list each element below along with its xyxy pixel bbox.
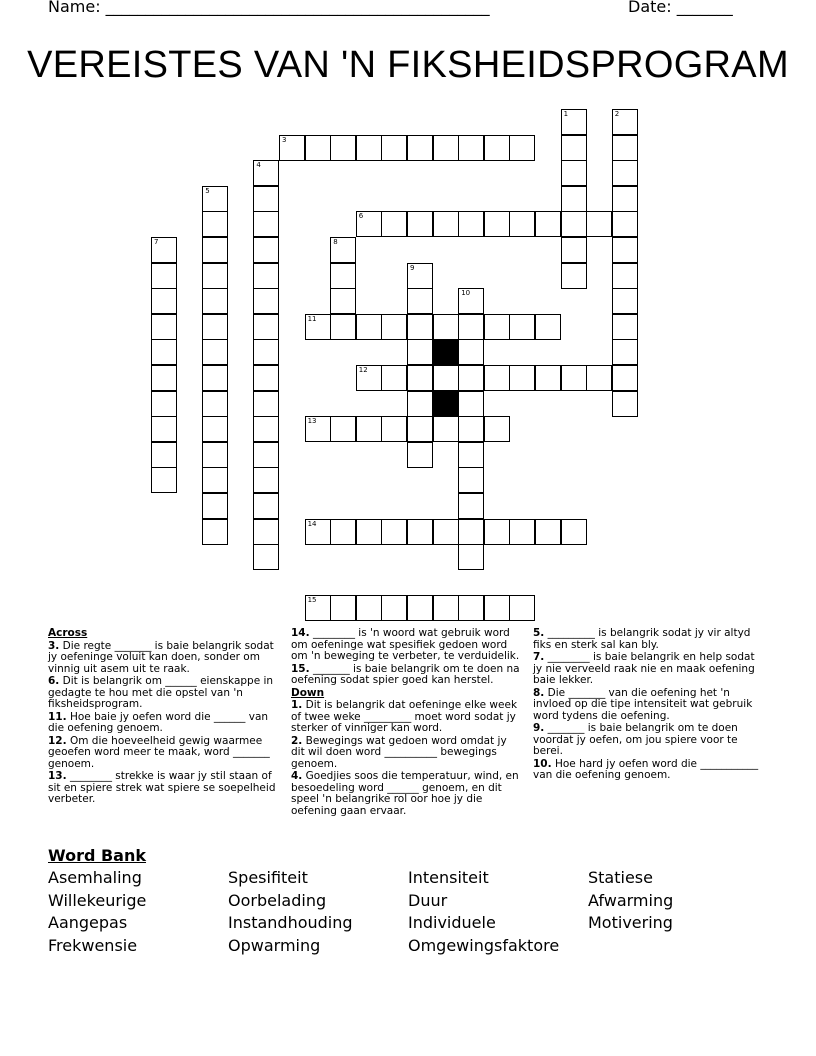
crossword-cell[interactable] [356,595,382,621]
crossword-cell[interactable] [253,160,279,186]
word-bank-title: Word Bank [48,846,147,865]
word-bank-item: Willekeurige [48,890,147,910]
crossword-cell[interactable] [612,109,638,135]
clue-across-13: 13. ________ strekke is waar jy stil staan of sit en spiere strek wat spiere se soepelheid verbeter. [48,770,276,805]
crossword-cell[interactable] [151,442,177,468]
crossword-cell[interactable] [458,211,484,237]
crossword-cell[interactable] [253,211,279,237]
clue-across-14: 14. ________ is 'n woord wat gebruik word om oefeninge wat spesifiek gedoen word om 'n beweging te verbeter, te verduidelik. [291,627,520,662]
crossword-cell[interactable] [612,288,638,314]
crossword-cell[interactable] [407,288,433,314]
clues-column-1 [48,628,280,807]
word-bank-item: Instandhouding [228,913,353,933]
crossword-cell[interactable] [561,109,587,135]
crossword-cell[interactable] [407,314,433,340]
crossword-cell[interactable] [381,314,407,340]
clue-number: 1 [563,110,569,118]
clue-down-7: 7. ________ is baie belangrik en help sodat jy nie verveeld raak nie en maak oefening baie lekker. [533,651,755,686]
word-bank-item: Motivering [588,913,673,933]
crossword-cell[interactable] [561,365,587,391]
clue-across-11: 11. Hoe baie jy oefen word die ______ van die oefening genoem. [48,710,269,734]
crossword-cell[interactable] [458,519,484,545]
crossword-cell[interactable] [407,519,433,545]
crossword-cell[interactable] [202,365,228,391]
crossword-cell[interactable] [356,519,382,545]
crossword-cell[interactable] [458,493,484,519]
crossword-cell[interactable] [305,416,331,442]
crossword-cell[interactable] [279,135,305,161]
crossword-cell[interactable] [202,519,228,545]
crossword-cell[interactable] [330,519,356,545]
crossword-cell[interactable] [458,416,484,442]
word-bank-item: Oorbelading [228,890,327,910]
crossword-cell[interactable] [330,416,356,442]
clue-down-4: 4. Goedjies soos die temperatuur, wind, en besoedeling word ______ genoem, en dit speel 'n belangrike rol oor hoe jy die oefening gaan ervaar. [291,770,519,817]
word-bank-item: Frekwensie [48,936,138,956]
clue-number: 5 [205,186,210,195]
crossword-cell[interactable] [535,314,561,340]
crossword-cell[interactable] [407,135,433,161]
crossword-cell[interactable] [458,365,484,391]
crossword-cell[interactable] [484,519,510,545]
crossword-cell[interactable] [381,595,407,621]
crossword-cell[interactable] [253,314,279,340]
crossword-cell[interactable] [253,416,279,442]
crossword-cell[interactable] [561,211,587,237]
crossword-cell[interactable] [202,416,228,442]
crossword-cell[interactable] [381,211,407,237]
crossword-cell[interactable] [202,339,228,365]
crossword-cell[interactable] [509,211,535,237]
crossword-cell[interactable] [330,135,356,161]
crossword-cell[interactable] [202,442,228,468]
clue-across-6: 6. Dit is belangrik om ______ eienskappe in gedagte te hou met die opstel van 'n fiksheidsprogram. [48,675,274,710]
crossword-cell[interactable] [202,263,228,289]
crossword-cell[interactable] [484,211,510,237]
crossword-cell[interactable] [535,211,561,237]
crossword-cell[interactable] [484,416,510,442]
clue-down-9: 9. _______ is baie belangrik om te doen voordat jy oefen, om jou spiere voor te berei. [533,722,738,757]
word-bank-item: Spesifiteit [228,868,308,887]
black-square [433,339,459,365]
crossword-cell[interactable] [253,391,279,417]
crossword-cell[interactable] [407,391,433,417]
crossword-cell[interactable] [151,416,177,442]
crossword-cell[interactable] [458,135,484,161]
clue-number: 12 [358,366,368,374]
crossword-cell[interactable] [561,237,587,263]
name-field[interactable]: Name: ________________________________________________ [48,0,490,16]
word-bank-item: Intensiteit [408,868,489,887]
black-square [433,391,459,417]
crossword-cell[interactable] [509,135,535,161]
crossword-cell[interactable] [458,339,484,365]
crossword-cell[interactable] [484,365,510,391]
crossword-cell[interactable] [407,365,433,391]
clue-across-12: 12. Om die hoeveelheid gewig waarmee geoefen word meer te maak, word _______ genoem. [48,734,270,770]
crossword-cell[interactable] [433,519,459,545]
date-field[interactable]: Date: _______ [628,0,733,16]
word-bank-item: Opwarming [228,936,321,956]
crossword-cell[interactable] [202,467,228,493]
word-bank-item: Omgewingsfaktore [408,936,560,956]
crossword-cell[interactable] [356,314,382,340]
crossword-cell[interactable] [253,519,279,545]
word-bank-item: Statiese [588,868,653,887]
crossword-cell[interactable] [151,339,177,365]
crossword-cell[interactable] [330,595,356,621]
crossword-cell[interactable] [561,135,587,161]
clue-number: 13 [307,417,317,426]
crossword-cell[interactable] [253,237,279,263]
crossword-cell[interactable] [253,493,279,519]
clue-number: 10 [461,289,471,298]
clue-number: 9 [410,263,415,272]
crossword-cell[interactable] [433,365,459,391]
crossword-cell[interactable] [407,595,433,621]
crossword-cell[interactable] [561,186,587,212]
crossword-cell[interactable] [151,263,177,289]
clue-number: 8 [333,238,338,246]
crossword-cell[interactable] [535,365,561,391]
crossword-cell[interactable] [407,339,433,365]
crossword-cell[interactable] [356,416,382,442]
crossword-cell[interactable] [612,391,638,417]
crossword-cell[interactable] [202,288,228,314]
clue-across-3: 3. Die regte _______ is baie belangrik sodat jy oefeninge voluit kan doen, sonder om vinnig uit asem uit te raak. [48,639,274,675]
clue-down-10: 10. Hoe hard jy oefen word die ___________ van die oefening genoem. [533,757,759,781]
crossword-cell[interactable] [484,314,510,340]
crossword-cell[interactable] [151,467,177,493]
crossword-cell[interactable] [253,186,279,212]
crossword-cell[interactable] [330,237,356,263]
crossword-cell[interactable] [202,186,228,212]
crossword-cell[interactable] [458,442,484,468]
clue-number: 15 [307,596,317,605]
clue-number: 11 [307,314,317,323]
crossword-cell[interactable] [612,186,638,212]
page-title: VEREISTES VAN 'N FIKSHEIDSPROGRAM [27,44,789,86]
crossword-cell[interactable] [330,314,356,340]
clue-down-1: 1. Dit is belangrik dat oefeninge elke week of twee weke _________ moet word sodat jy sterker of vinniger kan word. [291,699,518,734]
crossword-cell[interactable] [202,237,228,263]
crossword-cell[interactable] [253,339,279,365]
crossword-cell[interactable] [458,391,484,417]
across-heading: Across [48,627,88,639]
crossword-cell[interactable] [381,135,407,161]
crossword-cell[interactable] [151,365,177,391]
crossword-cell[interactable] [253,288,279,314]
crossword-cell[interactable] [305,519,331,545]
crossword-cell[interactable] [458,544,484,570]
crossword-cell[interactable] [202,314,228,340]
word-bank-item: Aangepas [48,913,128,933]
crossword-cell[interactable] [586,365,612,391]
crossword-cell[interactable] [305,314,331,340]
crossword-cell[interactable] [484,595,510,621]
clue-number: 14 [307,519,317,528]
clue-down-2: 2. Bewegings wat gedoen word omdat jy dit wil doen word __________ bewegings genoem. [291,734,507,770]
clues-column-2 [291,628,523,818]
clue-across-15: 15. _______ is baie belangrik om te doen na oefening sodat spier goed kan herstel. [291,662,520,686]
down-heading: Down [291,686,325,699]
crossword-cell[interactable] [151,288,177,314]
crossword-cell[interactable] [458,314,484,340]
crossword-cell[interactable] [433,314,459,340]
crossword-cell[interactable] [407,416,433,442]
crossword-cell[interactable] [433,416,459,442]
crossword-cell[interactable] [612,263,638,289]
crossword-cell[interactable] [458,467,484,493]
word-bank-item: Asemhaling [48,868,142,887]
crossword-cell[interactable] [612,160,638,186]
crossword-cell[interactable] [612,339,638,365]
clue-number: 2 [614,110,620,118]
clue-number: 4 [256,161,261,170]
crossword-cell[interactable] [407,263,433,289]
crossword-cell[interactable] [612,314,638,340]
crossword-cell[interactable] [356,135,382,161]
clue-number: 7 [154,238,159,246]
crossword-cell[interactable] [561,519,587,545]
crossword-cell[interactable] [458,288,484,314]
crossword-cell[interactable] [612,237,638,263]
crossword-cell[interactable] [407,211,433,237]
crossword-cell[interactable] [381,519,407,545]
crossword-cell[interactable] [202,391,228,417]
word-bank-item: Individuele [408,913,496,933]
crossword-cell[interactable] [356,211,382,237]
crossword-cell[interactable] [535,519,561,545]
crossword-cell[interactable] [509,595,535,621]
crossword-cell[interactable] [151,391,177,417]
crossword-cell[interactable] [330,288,356,314]
crossword-cell[interactable] [509,314,535,340]
crossword-cell[interactable] [202,493,228,519]
clue-down-8: 8. Die _______ van die oefening het 'n invloed op die tipe intensiteit wat gebruik word tydens die oefening. [533,686,753,722]
crossword-cell[interactable] [151,314,177,340]
clue-number: 6 [358,212,364,221]
crossword-cell[interactable] [586,211,612,237]
clue-down-5: 5. _________ is belangrik sodat jy vir altyd fiks en sterk sal kan bly. [533,627,751,651]
crossword-cell[interactable] [151,237,177,263]
word-bank-item: Duur [408,890,448,910]
clues-column-3 [533,628,765,783]
crossword-cell[interactable] [458,595,484,621]
crossword-cell[interactable] [202,211,228,237]
crossword-cell[interactable] [253,365,279,391]
crossword-cell[interactable] [381,365,407,391]
crossword-cell[interactable] [484,135,510,161]
crossword-cell[interactable] [561,160,587,186]
crossword-cell[interactable] [433,135,459,161]
crossword-cell[interactable] [305,595,331,621]
crossword-cell[interactable] [612,365,638,391]
crossword-cell[interactable] [509,519,535,545]
crossword-cell[interactable] [612,135,638,161]
crossword-cell[interactable] [253,544,279,570]
crossword-cell[interactable] [612,211,638,237]
crossword-cell[interactable] [253,442,279,468]
crossword-cell[interactable] [330,263,356,289]
crossword-cell[interactable] [407,442,433,468]
crossword-cell[interactable] [561,263,587,289]
crossword-cell[interactable] [433,211,459,237]
crossword-cell[interactable] [509,365,535,391]
word-bank-item: Afwarming [588,890,674,910]
clue-number: 3 [282,135,287,144]
crossword-cell[interactable] [253,467,279,493]
crossword-cell[interactable] [433,595,459,621]
crossword-cell[interactable] [381,416,407,442]
crossword-cell[interactable] [356,365,382,391]
crossword-cell[interactable] [305,135,331,161]
crossword-cell[interactable] [253,263,279,289]
